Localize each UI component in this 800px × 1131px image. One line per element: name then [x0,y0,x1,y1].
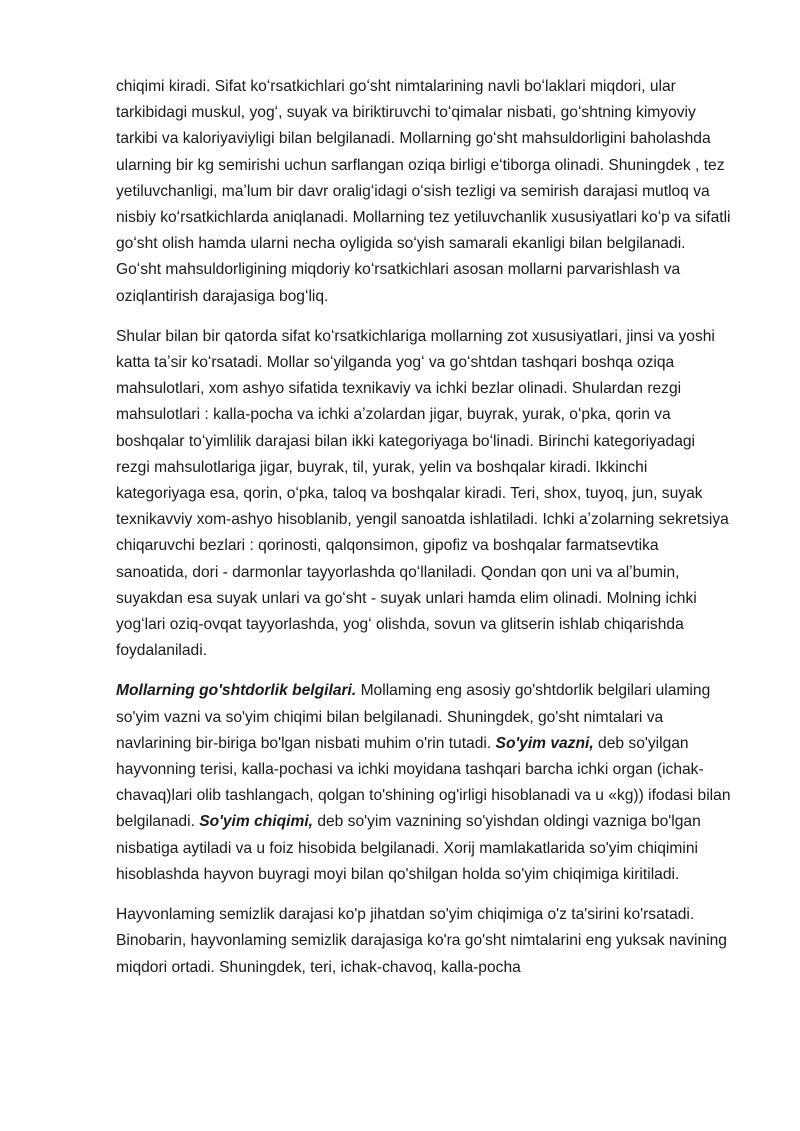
paragraph-text: deb so'yim vaznining so'yishdan oldingi vazniga bo'lgan nisbatiga aytiladi va u foiz hisobida belgilanadi. Xorij mamlakatlarida so'yim chiqimini hisoblashda hayvon buyragi moyi bilan qo'shilgan holda so'yim chiqimiga kiritiladi. [116,813,701,883]
paragraph-text: chiqimi kiradi. Sifat koʻrsatkichlari goʻsht nimtalarining navli boʻlaklari miqdori, ular tarkibidagi muskul, yogʻ, suyak va biriktiruvchi toʻqimalar nisbati, goʻshtning kimyoviy tarkibi va kaloriyaviyligi bilan belgilanadi. Mollarning goʻsht mahsuldorligini baholashda ularning bir kg semirishi uchun sarflangan oziqa birligi eʻtiborga olinadi. Shuningdek , tez yetiluvchanligi, maʼlum bir davr oraligʻidagi oʻsish tezligi va semirish darajasi mutloq va nisbiy koʻrsatkichlarda aniqlanadi. Mollarning tez yetiluvchanlik xususiyatlari koʻp va sifatli goʻsht olish hamda ularni necha oyligida soʻyish samarali ekanligi bilan belgilanadi. Goʻsht mahsuldorligining miqdoriy koʻrsatkichlari asosan mollarni parvarishlash va oziqlantirish darajasiga bogʻliq. [116,78,731,305]
term-soyim-chiqimi: So'yim chiqimi, [199,813,313,831]
term-soyim-vazni: So'yim vazni, [495,734,594,752]
paragraph-text: Mollaming eng asosiy go'shtdorlik belgilari ulaming so'yim vazni va so'yim chiqimi bilan belgilanadi. Shuningdek, go'sht nimtalari va navlarining bir-biriga bo'lgan nisbati muhim o'rin tutadi. [116,682,711,752]
paragraph-4 [116,902,732,981]
paragraph-text: Shular bilan bir qatorda sifat koʻrsatkichlariga mollarning zot xususiyatlari, jinsi va yoshi katta taʼsir koʻrsatadi. Mollar soʻyilganda yogʻ va goʻshtdan tashqari boshqa oziqa mahsulotlari, xom ashyo sifatida texnikaviy va ichki bezlar olinadi. Shulardan rezgi mahsulotlari : kalla-pocha va ichki aʼzolardan jigar, buyrak, yurak, oʻpka, qorin va boshqalar toʻyimlilik darajasi bilan ikki kategoriyaga boʻlinadi. Birinchi kategoriyadagi rezgi mahsulotlariga jigar, buyrak, til, yurak, yelin va boshqalar kiradi. Ikkinchi kategoriyaga esa, qorin, oʻpka, taloq va boshqalar kiradi. Teri, shox, tuyoq, jun, suyak texnikavviy xom-ashyo hisoblanib, yengil sanoatda ishlatiladi. Ichki aʼzolarning sekretsiya chiqaruvchi bezlari : qorinosti, qalqonsimon, gipofiz va boshqalar farmatsevtika sanoatida, dori - darmonlar tayyorlashda qoʻllaniladi. Qondan qon uni va alʼbumin, suyakdan esa suyak unlari va goʻsht - suyak unlari hamda elim olinadi. Molning ichki yogʻlari oziq-ovqat tayyorlashda, yogʻ olishda, sovun va glitserin ishlab chiqarishda foydalaniladi. [116,327,729,660]
section-heading: Mollarning go'shtdorlik belgilari. [116,682,357,700]
paragraph-3 [116,678,732,888]
paragraph-text: Hayvonlaming semizlik darajasi ko'p jihatdan so'yim chiqimiga o'z ta'sirini ko'rsatadi. Binobarin, hayvonlaming semizlik darajasiga ko'ra go'sht nimtalarini eng yuksak navining miqdori ortadi. Shuningdek, teri, ichak-chavoq, kalla-pocha [116,906,727,976]
paragraph-2 [116,324,732,665]
document-page [116,74,732,995]
paragraph-text: deb so'yilgan hayvonning terisi, kalla-pochasi va ichki moyidana tashqari barcha ichki organ (ichak-chavaq)lari olib tashlangach, qolgan to'shining og'irligi hisoblanadi va u «kg)) ifodasi bilan belgilanadi. [116,734,731,831]
paragraph-1 [116,74,732,310]
